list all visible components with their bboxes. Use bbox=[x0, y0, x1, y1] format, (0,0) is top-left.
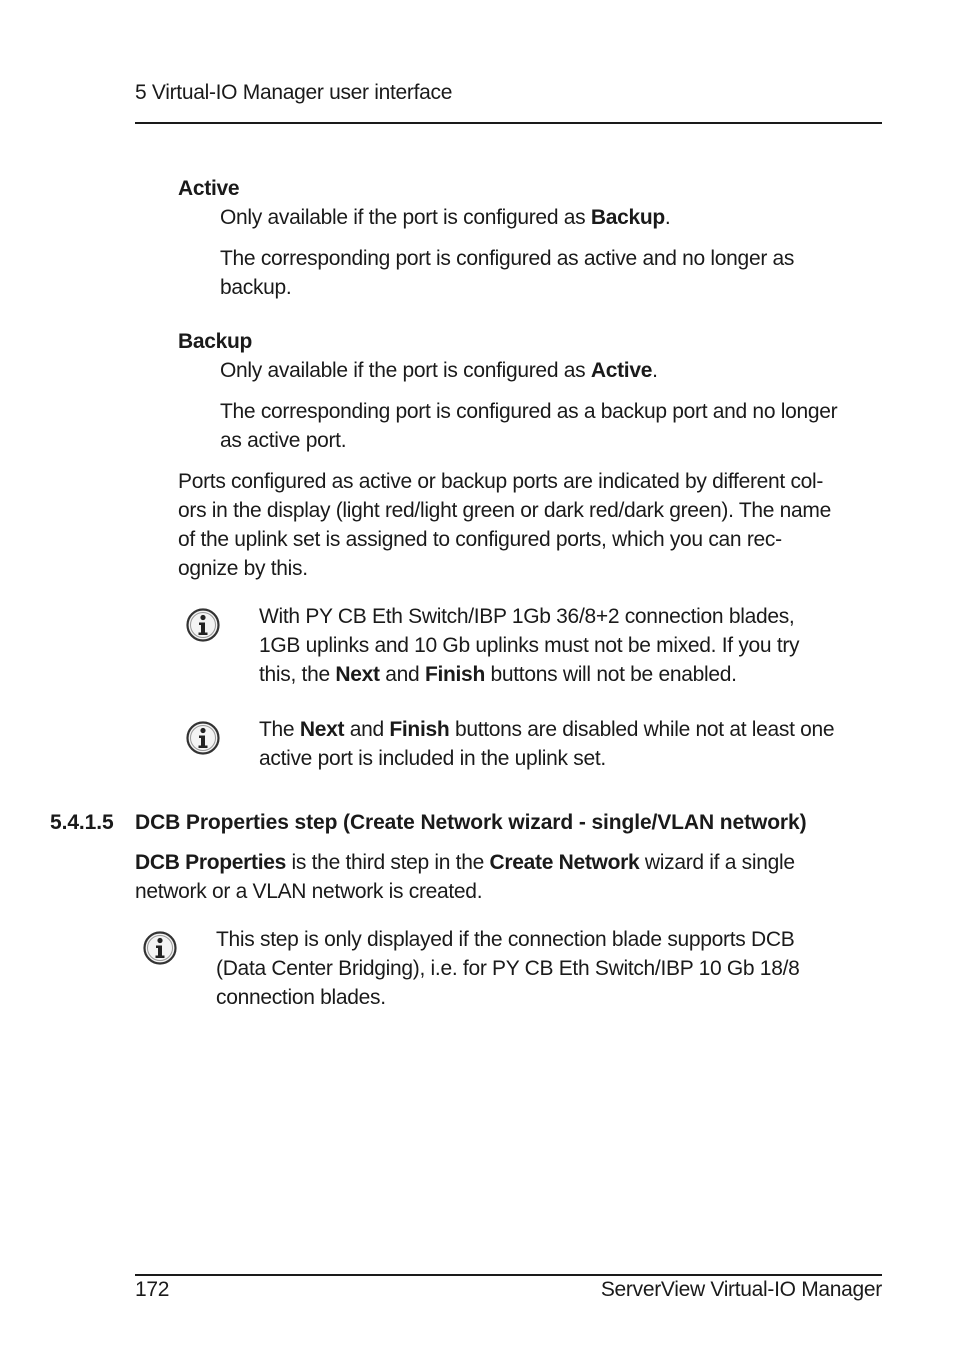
info-icon bbox=[185, 720, 221, 756]
term-backup: Backup bbox=[178, 330, 253, 353]
note1-line-2: 1GB uplinks and 10 Gb uplinks must not be mixed. If you try bbox=[259, 634, 800, 657]
note3-line-3: connection blades. bbox=[216, 986, 386, 1009]
section-intro-line-1: DCB Properties is the third step in the Create Network wizard if a single bbox=[135, 851, 795, 874]
info-icon bbox=[142, 930, 178, 966]
paragraph-line-1: Ports configured as active or backup ports are indicated by different col- bbox=[178, 470, 824, 493]
footer-product: ServerView Virtual-IO Manager bbox=[600, 1278, 882, 1301]
note2-line-1: The Next and Finish buttons are disabled while not at least one bbox=[259, 718, 835, 741]
paragraph-line-2: ors in the display (light red/light green or dark red/dark green). The name bbox=[178, 499, 831, 522]
note3-line-2: (Data Center Bridging), i.e. for PY CB Eth Switch/IBP 10 Gb 18/8 bbox=[216, 957, 800, 980]
header-rule bbox=[135, 122, 882, 124]
note1-line-1: With PY CB Eth Switch/IBP 1Gb 36/8+2 connection blades, bbox=[259, 605, 795, 628]
term-active-desc-2a: The corresponding port is configured as active and no longer as bbox=[220, 247, 795, 270]
term-active-desc-2b: backup. bbox=[220, 276, 292, 299]
term-backup-desc-2b: as active port. bbox=[220, 429, 347, 452]
note3-line-1: This step is only displayed if the connection blade supports DCB bbox=[216, 928, 795, 951]
note2-line-2: active port is included in the uplink set. bbox=[259, 747, 606, 770]
running-header: 5 Virtual-IO Manager user interface bbox=[135, 81, 453, 104]
term-active-desc-1: Only available if the port is configured as Backup. bbox=[220, 206, 671, 229]
page-number: 172 bbox=[135, 1278, 170, 1301]
paragraph-line-4: ognize by this. bbox=[178, 557, 308, 580]
section-title: DCB Properties step (Create Network wizard - single/VLAN network) bbox=[135, 811, 807, 834]
term-active: Active bbox=[178, 177, 240, 200]
term-backup-desc-1: Only available if the port is configured as Active. bbox=[220, 359, 658, 382]
note1-line-3: this, the Next and Finish buttons will not be enabled. bbox=[259, 663, 737, 686]
info-icon bbox=[185, 607, 221, 643]
section-intro-line-2: network or a VLAN network is created. bbox=[135, 880, 483, 903]
paragraph-line-3: of the uplink set is assigned to configured ports, which you can rec- bbox=[178, 528, 782, 551]
section-number: 5.4.1.5 bbox=[50, 811, 114, 834]
term-backup-desc-2a: The corresponding port is configured as a backup port and no longer bbox=[220, 400, 838, 423]
